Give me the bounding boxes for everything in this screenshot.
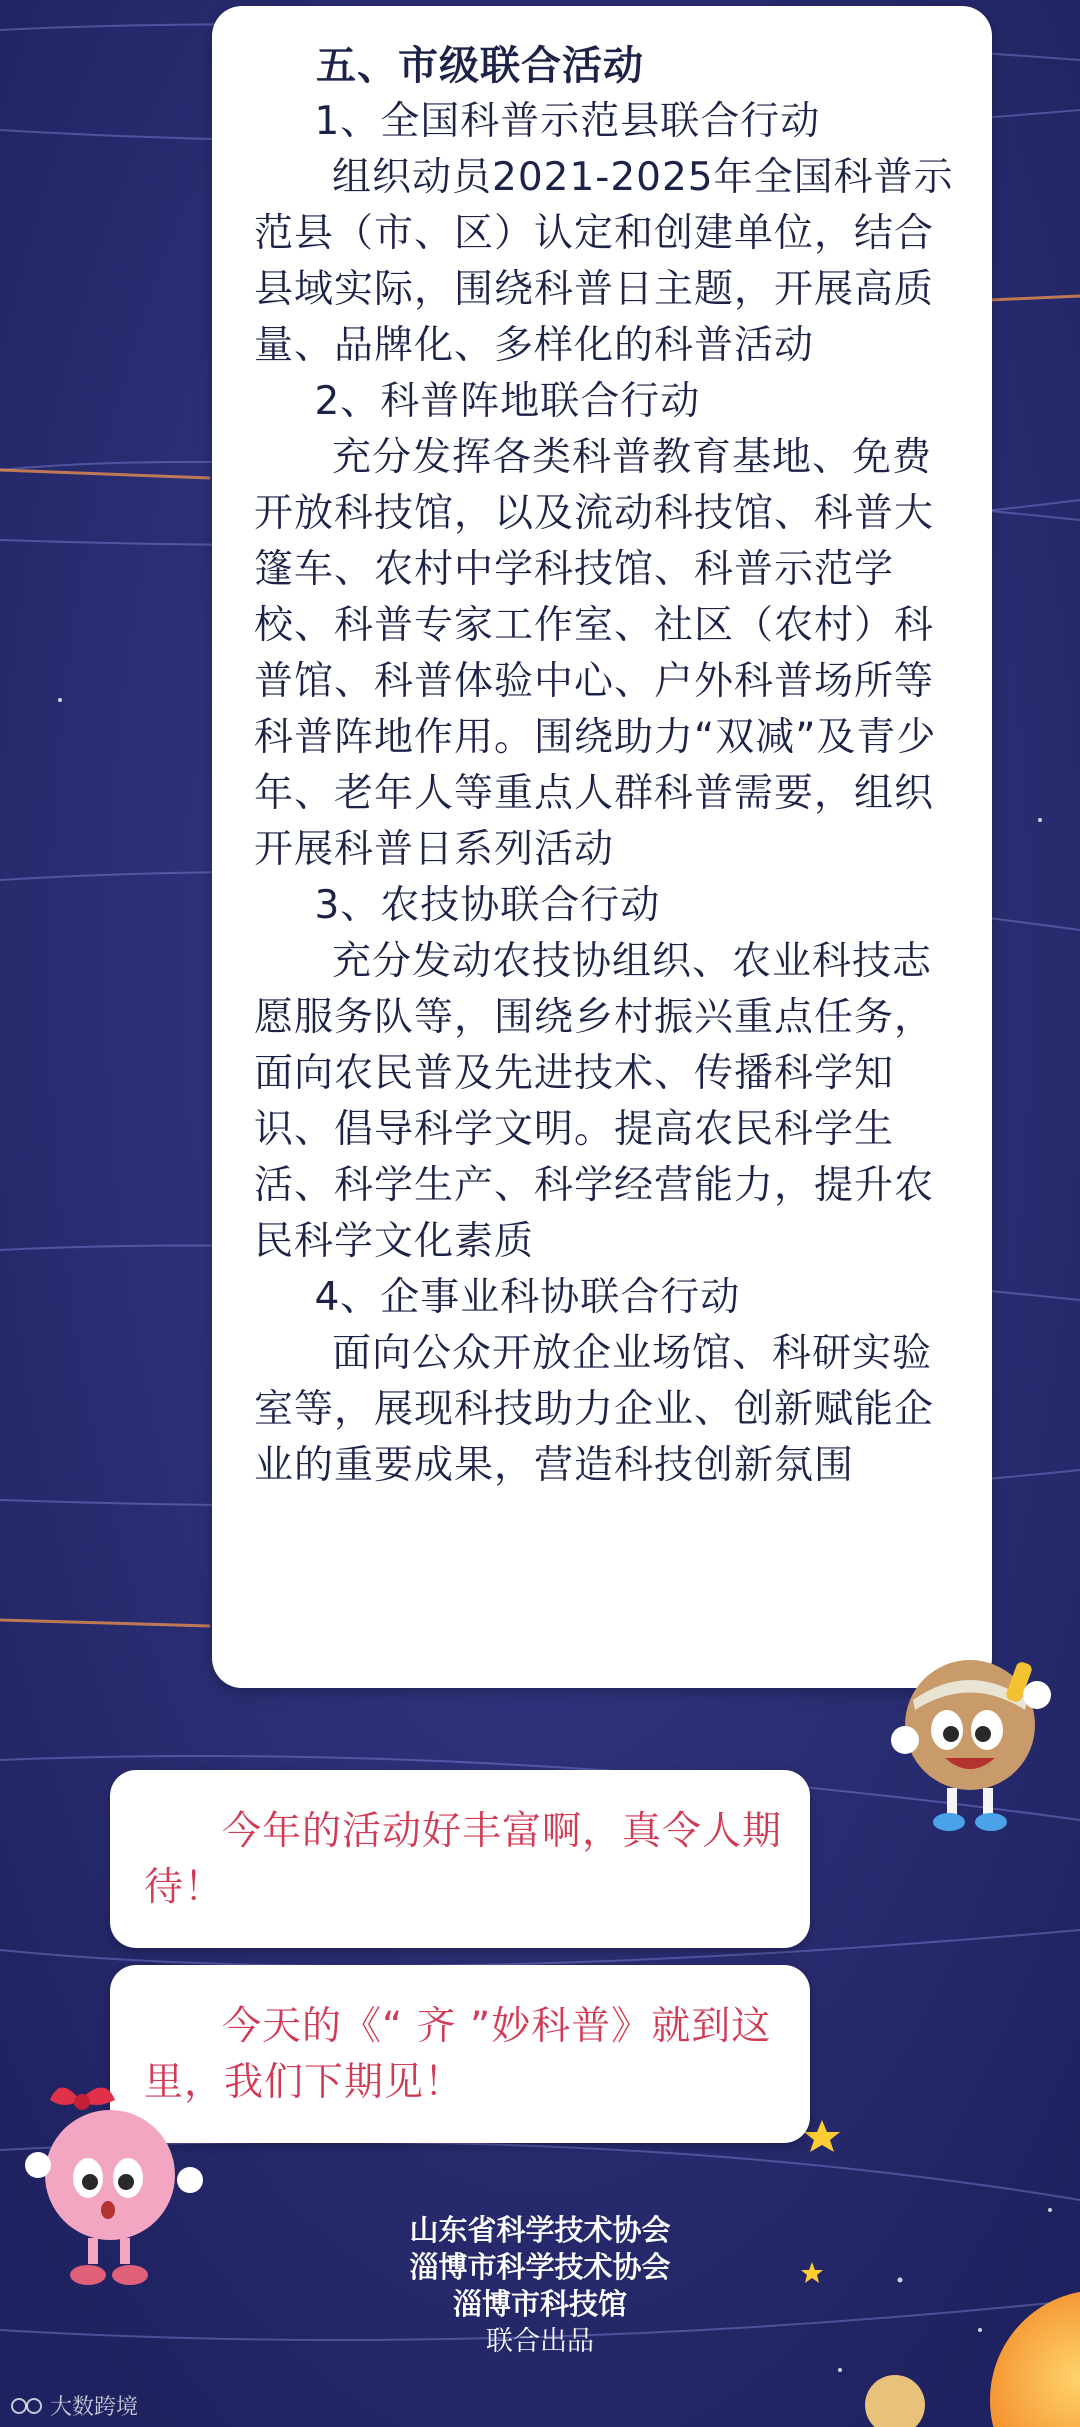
footer-org: 山东省科学技术协会 (409, 2213, 671, 2247)
card-text (254, 38, 970, 1494)
footer-org: 淄博市科学技术协会 (409, 2250, 671, 2284)
bubble-text: 今年的活动好丰富啊，真令人期待！ (144, 1809, 783, 1910)
footer-credits (340, 2212, 740, 2360)
subsection-heading: 1、全国科普示范县联合行动 (314, 99, 821, 144)
footer-org: 淄博市科技馆 (452, 2287, 627, 2321)
watermark (10, 2390, 138, 2421)
subsection-heading: 2、科普阵地联合行动 (314, 379, 701, 424)
section-title: 五、市级联合活动 (316, 43, 644, 89)
subsection-heading: 4、企事业科协联合行动 (314, 1275, 741, 1320)
speech-bubble (110, 1770, 810, 1948)
footer-note: 联合出品 (486, 2326, 594, 2357)
subsection-body: 充分发挥各类科普教育基地、免费开放科技馆，以及流动科技馆、科普大篷车、农村中学科技馆、科普示范学校、科普专家工作室、社区（农村）科普馆、科普体验中心、户外科普场所等科普阵地作用。围绕助力“双减”及青少年、老年人等重点人群科普需要，组织开展科普日系列活动 (254, 435, 937, 872)
subsection-heading: 3、农技协联合行动 (314, 883, 661, 928)
bubble-text: 今天的《“ 齐 ”妙科普》就到这里，我们下期见！ (144, 2004, 772, 2105)
subsection-body: 组织动员2021-2025年全国科普示范县（市、区）认定和创建单位，结合县域实际，围绕科普日主题，开展高质量、品牌化、多样化的科普活动 (254, 155, 954, 368)
mascot-boy-illustration (885, 1640, 1055, 1840)
subsection-body: 面向公众开放企业场馆、科研实验室等，展现科技助力企业、创新赋能企业的重要成果，营造科技创新氛围 (254, 1331, 935, 1488)
speech-bubble (110, 1965, 810, 2143)
watermark-text: 大数跨境 (50, 2395, 139, 2420)
mascot-girl-illustration (10, 2070, 210, 2300)
content-card (212, 6, 992, 1688)
watermark-logo-icon (10, 2395, 44, 2417)
subsection-body: 充分发动农技协组织、农业科技志愿服务队等，围绕乡村振兴重点任务，面向农民普及先进技术、传播科学知识、倡导科学文明。提高农民科学生活、科学生产、科学经营能力，提升农民科学文化素质 (254, 939, 935, 1264)
